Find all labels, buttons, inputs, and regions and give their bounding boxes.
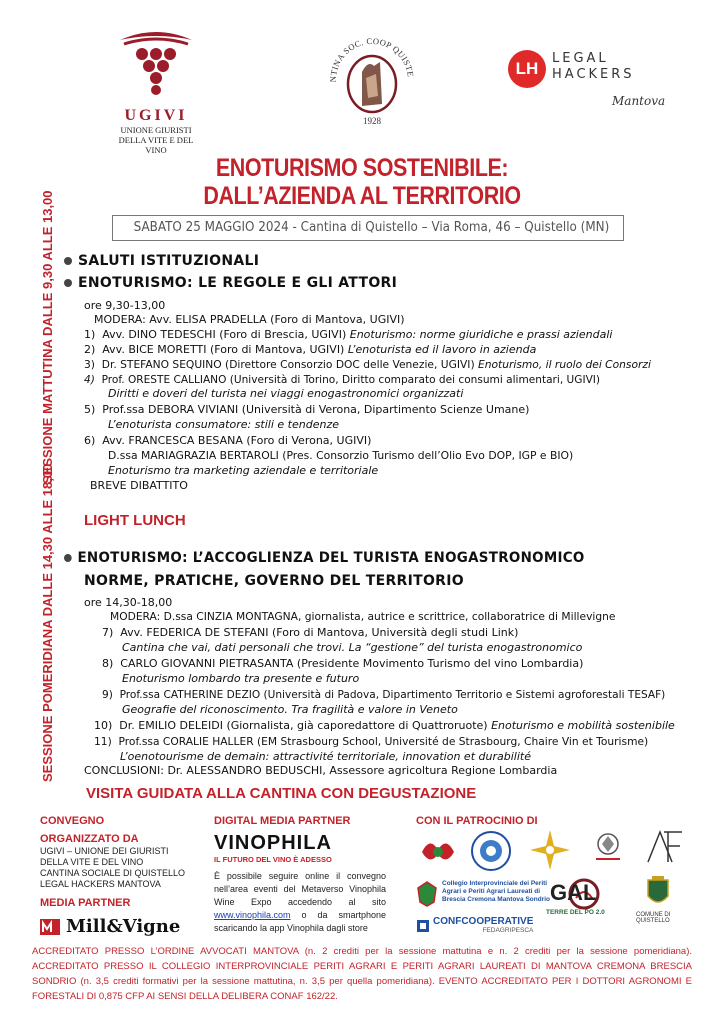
page-title-line-2: DALL’AZIENDA AL TERRITORIO (203, 182, 521, 210)
section-saluti (64, 254, 259, 269)
page-title-line-1: ENOTURISMO SOSTENIBILE: (215, 154, 509, 182)
organizer-4: LEGAL HACKERS MANTOVA (40, 879, 161, 889)
organizer-2: DELLA VITE E DEL VINO (40, 857, 144, 867)
list-item: 5) Prof.ssa DEBORA VIVIANI (Università di Verona, Dipartimento Scienze Umane) (84, 403, 530, 416)
list-item-topic: Enoturismo tra marketing aziendale e territoriale (108, 464, 379, 477)
list-item-topic: Geografie del riconoscimento. Tra fragilità e valore in Veneto (122, 703, 458, 716)
bullet-icon (64, 257, 72, 265)
confcoop-icon (416, 919, 430, 933)
list-item-topic: L’enoturista consumatore: stili e tendenze (108, 418, 339, 431)
italy-emblem-icon (416, 880, 438, 908)
list-item-topic: Diritti e doveri del turista nei viaggi enogastronomici organizzati (108, 387, 464, 400)
section-accoglienza (64, 551, 585, 566)
media-partner-heading: MEDIA PARTNER (40, 897, 131, 909)
digital-partner-heading: DIGITAL MEDIA PARTNER (214, 815, 351, 827)
list-item: 11) Prof.ssa CORALIE HALLER (EM Strasbourg School, Université de Strasbourg, Chaire Vin et Tourisme) (94, 735, 649, 748)
morning-time: ore 9,30-13,00 (84, 299, 166, 312)
afternoon-time: ore 14,30-18,00 (84, 596, 173, 609)
patronage-heading: CON IL PATROCINIO DI (416, 815, 538, 827)
section-regole-text: ENOTURISMO: LE REGOLE E GLI ATTORI (78, 275, 398, 291)
section-norme: NORME, PRATICHE, GOVERNO DEL TERRITORIO (84, 573, 464, 589)
digital-partner-column (214, 814, 386, 935)
ministry-emblem-icon (588, 828, 628, 866)
ugivi-name: UGIVI (124, 107, 188, 124)
vinophila-link[interactable]: www.vinophila.com (214, 910, 291, 920)
millevigne-text: Mill&Vigne (66, 916, 181, 937)
section-accoglienza-text: ENOTURISMO: L’ACCOGLIENZA DEL TURISTA ENOGASTRONOMICO (77, 550, 585, 566)
lh-word-hackers: HACKERS (552, 67, 635, 82)
light-lunch: LIGHT LUNCH (84, 512, 186, 529)
list-item: 2) Avv. BICE MORETTI (Foro di Mantova, UGIVI) L’enoturista ed il lavoro in azienda (84, 343, 537, 356)
list-item: 1) Avv. DINO TEDESCHI (Foro di Brescia, UGIVI) Enoturismo: norme giuridiche e prassi aziendali (84, 328, 613, 341)
ugivi-subtitle-1: UNIONE GIURISTI (120, 125, 192, 135)
lh-word-legal: LEGAL (552, 51, 609, 66)
comune-quistello-crest-icon (644, 874, 672, 910)
patronage-column (416, 814, 686, 938)
organizers-column (40, 814, 190, 937)
afternoon-moderator: MODERA: D.ssa CINZIA MONTAGNA, giornalista, autrice e scrittrice, collaboratrice di Millevigne (110, 610, 616, 623)
date-place-text: SABATO 25 MAGGIO 2024 - Cantina di Quistello – Via Roma, 46 – Quistello (MN) (133, 220, 610, 235)
list-item: 7) Avv. FEDERICA DE STEFANI (Foro di Mantova, Università degli studi Link) (102, 626, 519, 639)
af-logo-icon (642, 826, 686, 870)
lh-mark: LH (508, 50, 546, 88)
millevigne-logo (40, 916, 190, 937)
collegio-periti-logo: Collegio Interprovinciale dei Periti Agrari e Periti Agrari Laureati di Brescia Cremona Mantova Sondrio (442, 880, 550, 903)
bullet-icon (64, 554, 72, 562)
list-item: 6) Avv. FRANCESCA BESANA (Foro di Verona, UGIVI) (84, 434, 372, 447)
section-regole (64, 276, 397, 291)
list-item: 4) Prof. ORESTE CALLIANO (Università di Torino, Diritto comparato dei consumi alimentari, UGIVI) (84, 373, 601, 386)
vinophila-logo: VINOPHILA (214, 832, 332, 854)
list-item-second-speaker: D.ssa MARIAGRAZIA BERTAROLI (Pres. Consorzio Turismo dell’Olio Evo DOP, IGP e BIO) (108, 449, 574, 462)
lh-city: Mantova (612, 94, 666, 108)
patron-logo-2-icon (470, 830, 512, 872)
list-item: 10) Dr. EMILIO DELEIDI (Giornalista, già caporedattore di Quattroruote) Enoturismo e mobilità sostenibile (94, 719, 675, 732)
vinophila-tagline: IL FUTURO DEL VINO È ADESSO (214, 855, 332, 864)
comune-quistello-text: COMUNE DI QUISTELLO (636, 912, 671, 924)
list-item-topic: Cantina che vai, dati personali che trovi. La “gestione” del turista enogastronomico (122, 641, 583, 654)
list-item: 3) Dr. STEFANO SEQUINO (Direttore Consorzio DOC delle Venezie, UGIVI) Enoturismo, il ruolo dei Consorzi (84, 358, 651, 371)
bullet-icon (64, 279, 72, 287)
afternoon-session-label: SESSIONE POMERIDIANA DALLE 14,30 ALLE 18,00 (40, 463, 55, 782)
visit-tasting: VISITA GUIDATA ALLA CANTINA CON DEGUSTAZIONE (86, 785, 477, 802)
patron-logo-star-icon (526, 828, 574, 872)
cantina-year: 1928 (363, 116, 381, 126)
list-item: 8) CARLO GIOVANNI PIETRASANTA (Presidente Movimento Turismo del vino Lombardia) (102, 657, 584, 670)
organizzato-heading: ORGANIZZATO DA (40, 833, 139, 845)
gal-subtitle: TERRE DEL PO 2.0 (546, 909, 605, 916)
list-item: 9) Prof.ssa CATHERINE DEZIO (Università di Padova, Dipartimento Territorio e Sistemi agroforestali TESAF) (102, 688, 666, 701)
list-item-topic: L’oenotourisme de demain: attractivité territoriale, innovation et durabilité (120, 750, 531, 763)
morning-moderator: MODERA: Avv. ELISA PRADELLA (Foro di Mantova, UGIVI) (94, 313, 405, 326)
breve-dibattito: BREVE DIBATTITO (90, 479, 188, 492)
organizer-3: CANTINA SOCIALE DI QUISTELLO (40, 868, 186, 878)
accreditation-notice: ACCREDITATO PRESSO L’ORDINE AVVOCATI MANTOVA (n. 2 crediti per la sessione mattutina e n. 2 crediti per la sessione pomeridiana). ACCREDITATO PRESSO IL COLLEGIO INTERPROVINCIALE PERITI AGRARI E PERITI AGRARI LAUREATI DI MANTOVA CREMONA BRESCIA SONDRIO (n. 3,5 crediti formativi per la sessione mattutina, n. 3,5 per quella pomeridiana). EVENTO ACCREDITATO PER I DOTTORI AGRONOMI E FORESTALI DI 0,875 CFP AI SENSI DELLA DELIBERA CONAF 162/22. (32, 946, 692, 1002)
morning-session-label: SESSIONE MATTUTINA DALLE 9,30 ALLE 13,00 (40, 190, 55, 484)
organizer-1: UGIVI – UNIONE DEI GIURISTI (40, 846, 169, 856)
digital-description: È possibile seguire online il convegno nell’area eventi del Metaverso Vinophila Wine Expo accedendo al sito www.vinophila.com o da smartphone scaricando la app Vinophila dagli store (214, 871, 386, 933)
list-item-topic: Enoturismo lombardo tra presente e futuro (122, 672, 360, 685)
confcoop-text: CONFCOOPERATIVE (433, 916, 534, 927)
gal-logo: GAL (550, 880, 597, 905)
cantina-ring-text: NTINA SOC. COOP QUISTE (327, 35, 416, 83)
ugivi-subtitle-2: DELLA VITE E DEL VINO (118, 135, 194, 155)
fedagripesca-text: FEDAGRIPESCA (482, 927, 534, 934)
millevigne-icon (40, 917, 62, 937)
conclusions: CONCLUSIONI: Dr. ALESSANDRO BEDUSCHI, Assessore agricoltura Regione Lombardia (84, 764, 558, 777)
confcooperative-logo (416, 916, 542, 936)
convegno-heading: CONVEGNO (40, 815, 105, 827)
section-saluti-text: SALUTI ISTITUZIONALI (78, 253, 260, 269)
patron-logo-1-icon (416, 832, 460, 870)
